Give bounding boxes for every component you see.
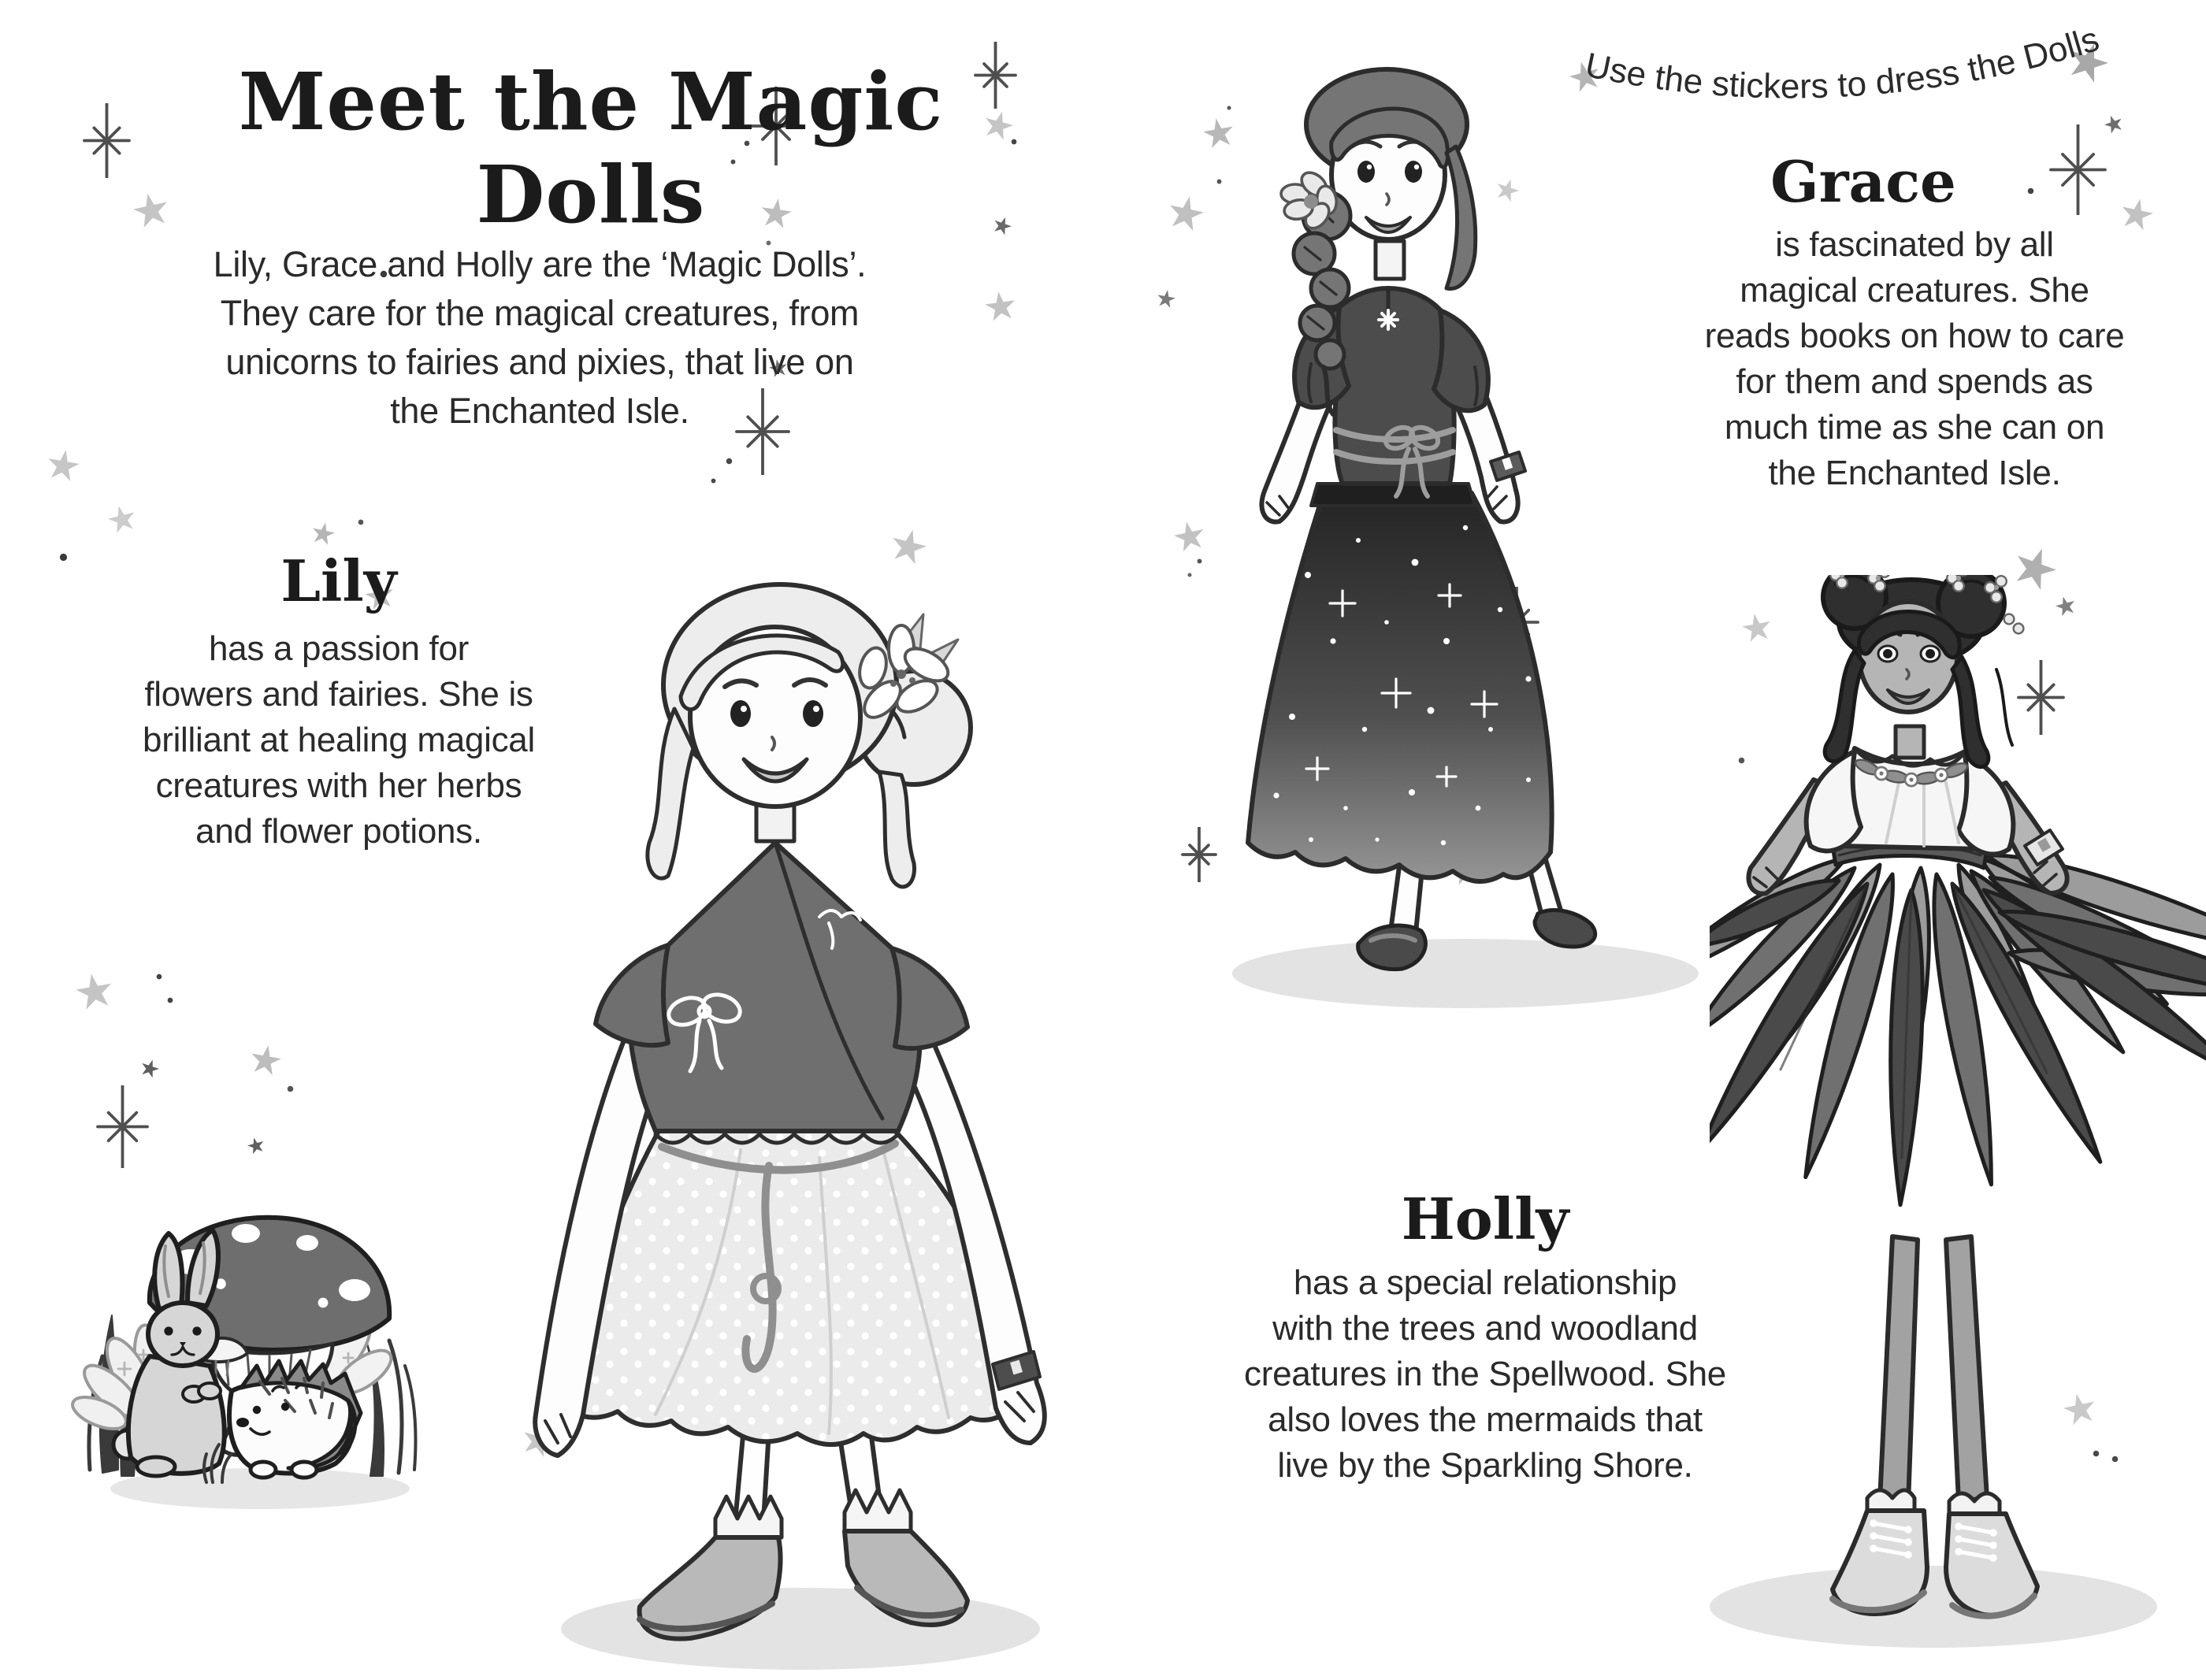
dot-accent — [156, 974, 162, 980]
dot-accent — [1187, 573, 1192, 577]
doll-description-holly — [1201, 1260, 1769, 1489]
text-line: has a passion for — [209, 629, 469, 668]
sticker-note-text: Use the stickers to dress the Dolls — [1581, 19, 2104, 106]
star-icon — [309, 520, 337, 548]
star-icon — [1164, 193, 1208, 236]
text-line: unicorns to fairies and pixies, that live on — [225, 342, 854, 383]
dot-accent — [167, 997, 173, 1003]
text-line: live by the Sparkling Shore. — [1277, 1446, 1693, 1485]
text-line: creatures with her herbs — [155, 766, 522, 806]
dot-accent — [726, 458, 733, 465]
intro-paragraph — [142, 240, 938, 436]
text-line: the Enchanted Isle. — [390, 391, 689, 432]
text-line: with the trees and woodland — [1272, 1309, 1698, 1348]
dot-accent — [711, 478, 716, 484]
grace-pendant — [1379, 310, 1398, 329]
lily-top — [596, 843, 967, 1143]
star-icon — [72, 970, 117, 1014]
star-icon — [247, 1043, 284, 1079]
grace-doll-illustration — [1213, 55, 1702, 1008]
text-line: much time as she can on — [1724, 408, 2105, 447]
doll-name-lily: Lily — [280, 547, 397, 614]
dot-accent — [358, 519, 364, 525]
page-title: Meet the Magic Dolls — [238, 55, 944, 241]
star-icon — [246, 1136, 267, 1157]
text-line: reads books on how to care — [1704, 317, 2125, 356]
sparkle-icon — [81, 1085, 164, 1168]
dot-accent — [287, 1085, 294, 1092]
star-icon — [130, 190, 173, 233]
star-icon — [1155, 288, 1177, 310]
text-line: is fascinated by all — [1775, 225, 2054, 264]
star-icon — [44, 447, 83, 486]
text-line: brilliant at healing magical — [143, 721, 535, 760]
holly-neck — [1896, 726, 1924, 758]
star-icon — [138, 1057, 162, 1081]
text-line: creatures in the Spellwood. She — [1244, 1355, 1726, 1394]
holly-legs — [1880, 1237, 1987, 1504]
grace-neck — [1376, 241, 1404, 279]
star-icon — [982, 289, 1018, 325]
grace-skirt — [1248, 484, 1552, 881]
text-line: flowers and fairies. She is — [144, 675, 533, 714]
mushroom-friends-illustration — [55, 1205, 465, 1520]
holly-doll-illustration — [1710, 575, 2206, 1678]
doll-name-grace: Grace — [1770, 148, 1956, 215]
dot-accent — [59, 553, 68, 562]
text-line: has a special relationship — [1293, 1263, 1677, 1302]
text-line: They care for the magical creatures, from — [220, 293, 860, 334]
holly-shadow — [1710, 1566, 2157, 1648]
hedgehog — [229, 1361, 361, 1478]
lily-doll-illustration — [504, 551, 1103, 1678]
text-line: and flower potions. — [195, 812, 482, 851]
text-line: for them and spends as — [1736, 362, 2093, 402]
star-icon — [1171, 518, 1208, 555]
text-line: magical creatures. She — [1740, 271, 2089, 310]
text-line: Lily, Grace and Holly are the ‘Magic Dolls’. — [213, 244, 867, 284]
text-line: the Enchanted Isle. — [1768, 454, 2061, 493]
doll-name-holly: Holly — [1401, 1185, 1569, 1252]
sparkle-icon — [69, 103, 144, 178]
star-icon — [105, 503, 139, 537]
holly-leaf-skirt — [1710, 836, 2206, 1205]
doll-description-grace — [1654, 222, 2174, 496]
text-line: also loves the mermaids that — [1268, 1400, 1703, 1440]
dot-accent — [1197, 558, 1202, 564]
grace-shadow — [1232, 939, 1699, 1008]
dot-accent — [1011, 139, 1017, 145]
